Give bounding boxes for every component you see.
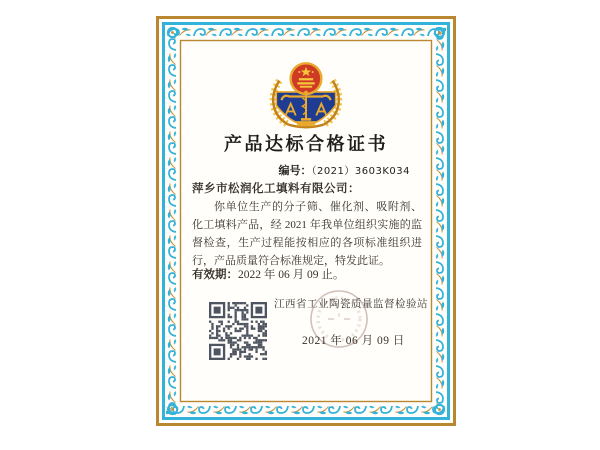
validity-line xyxy=(192,266,344,282)
certificate xyxy=(156,16,456,426)
validity-label: 有效期： xyxy=(192,269,238,281)
recipient-company: 萍乡市松润化工填料有限公司： xyxy=(192,183,360,195)
issuer-name: 江西省工业陶瓷质量监督检验站 xyxy=(274,299,428,310)
serial-label: 编号： xyxy=(278,165,312,177)
serial-number: （2021）3603K034 xyxy=(311,166,410,177)
issue-date: 2021 年 06 月 09 日 xyxy=(302,335,405,347)
certificate-body: 你单位生产的分子筛、催化剂、吸附剂、化工填料产品，经 2021 年我单位组织实施的监督检查，生产过程能按相应的各项标准组织进行，产品质量符合标准规定，特发此证。 xyxy=(192,201,422,267)
quality-supervision-emblem xyxy=(262,58,350,130)
certificate-title: 产品达标合格证书 xyxy=(224,134,388,154)
validity-value: 2022 年 06 月 09 止。 xyxy=(238,269,345,281)
serial-number-line xyxy=(278,162,410,178)
national-emblem xyxy=(291,63,322,94)
qr-code xyxy=(209,302,267,360)
